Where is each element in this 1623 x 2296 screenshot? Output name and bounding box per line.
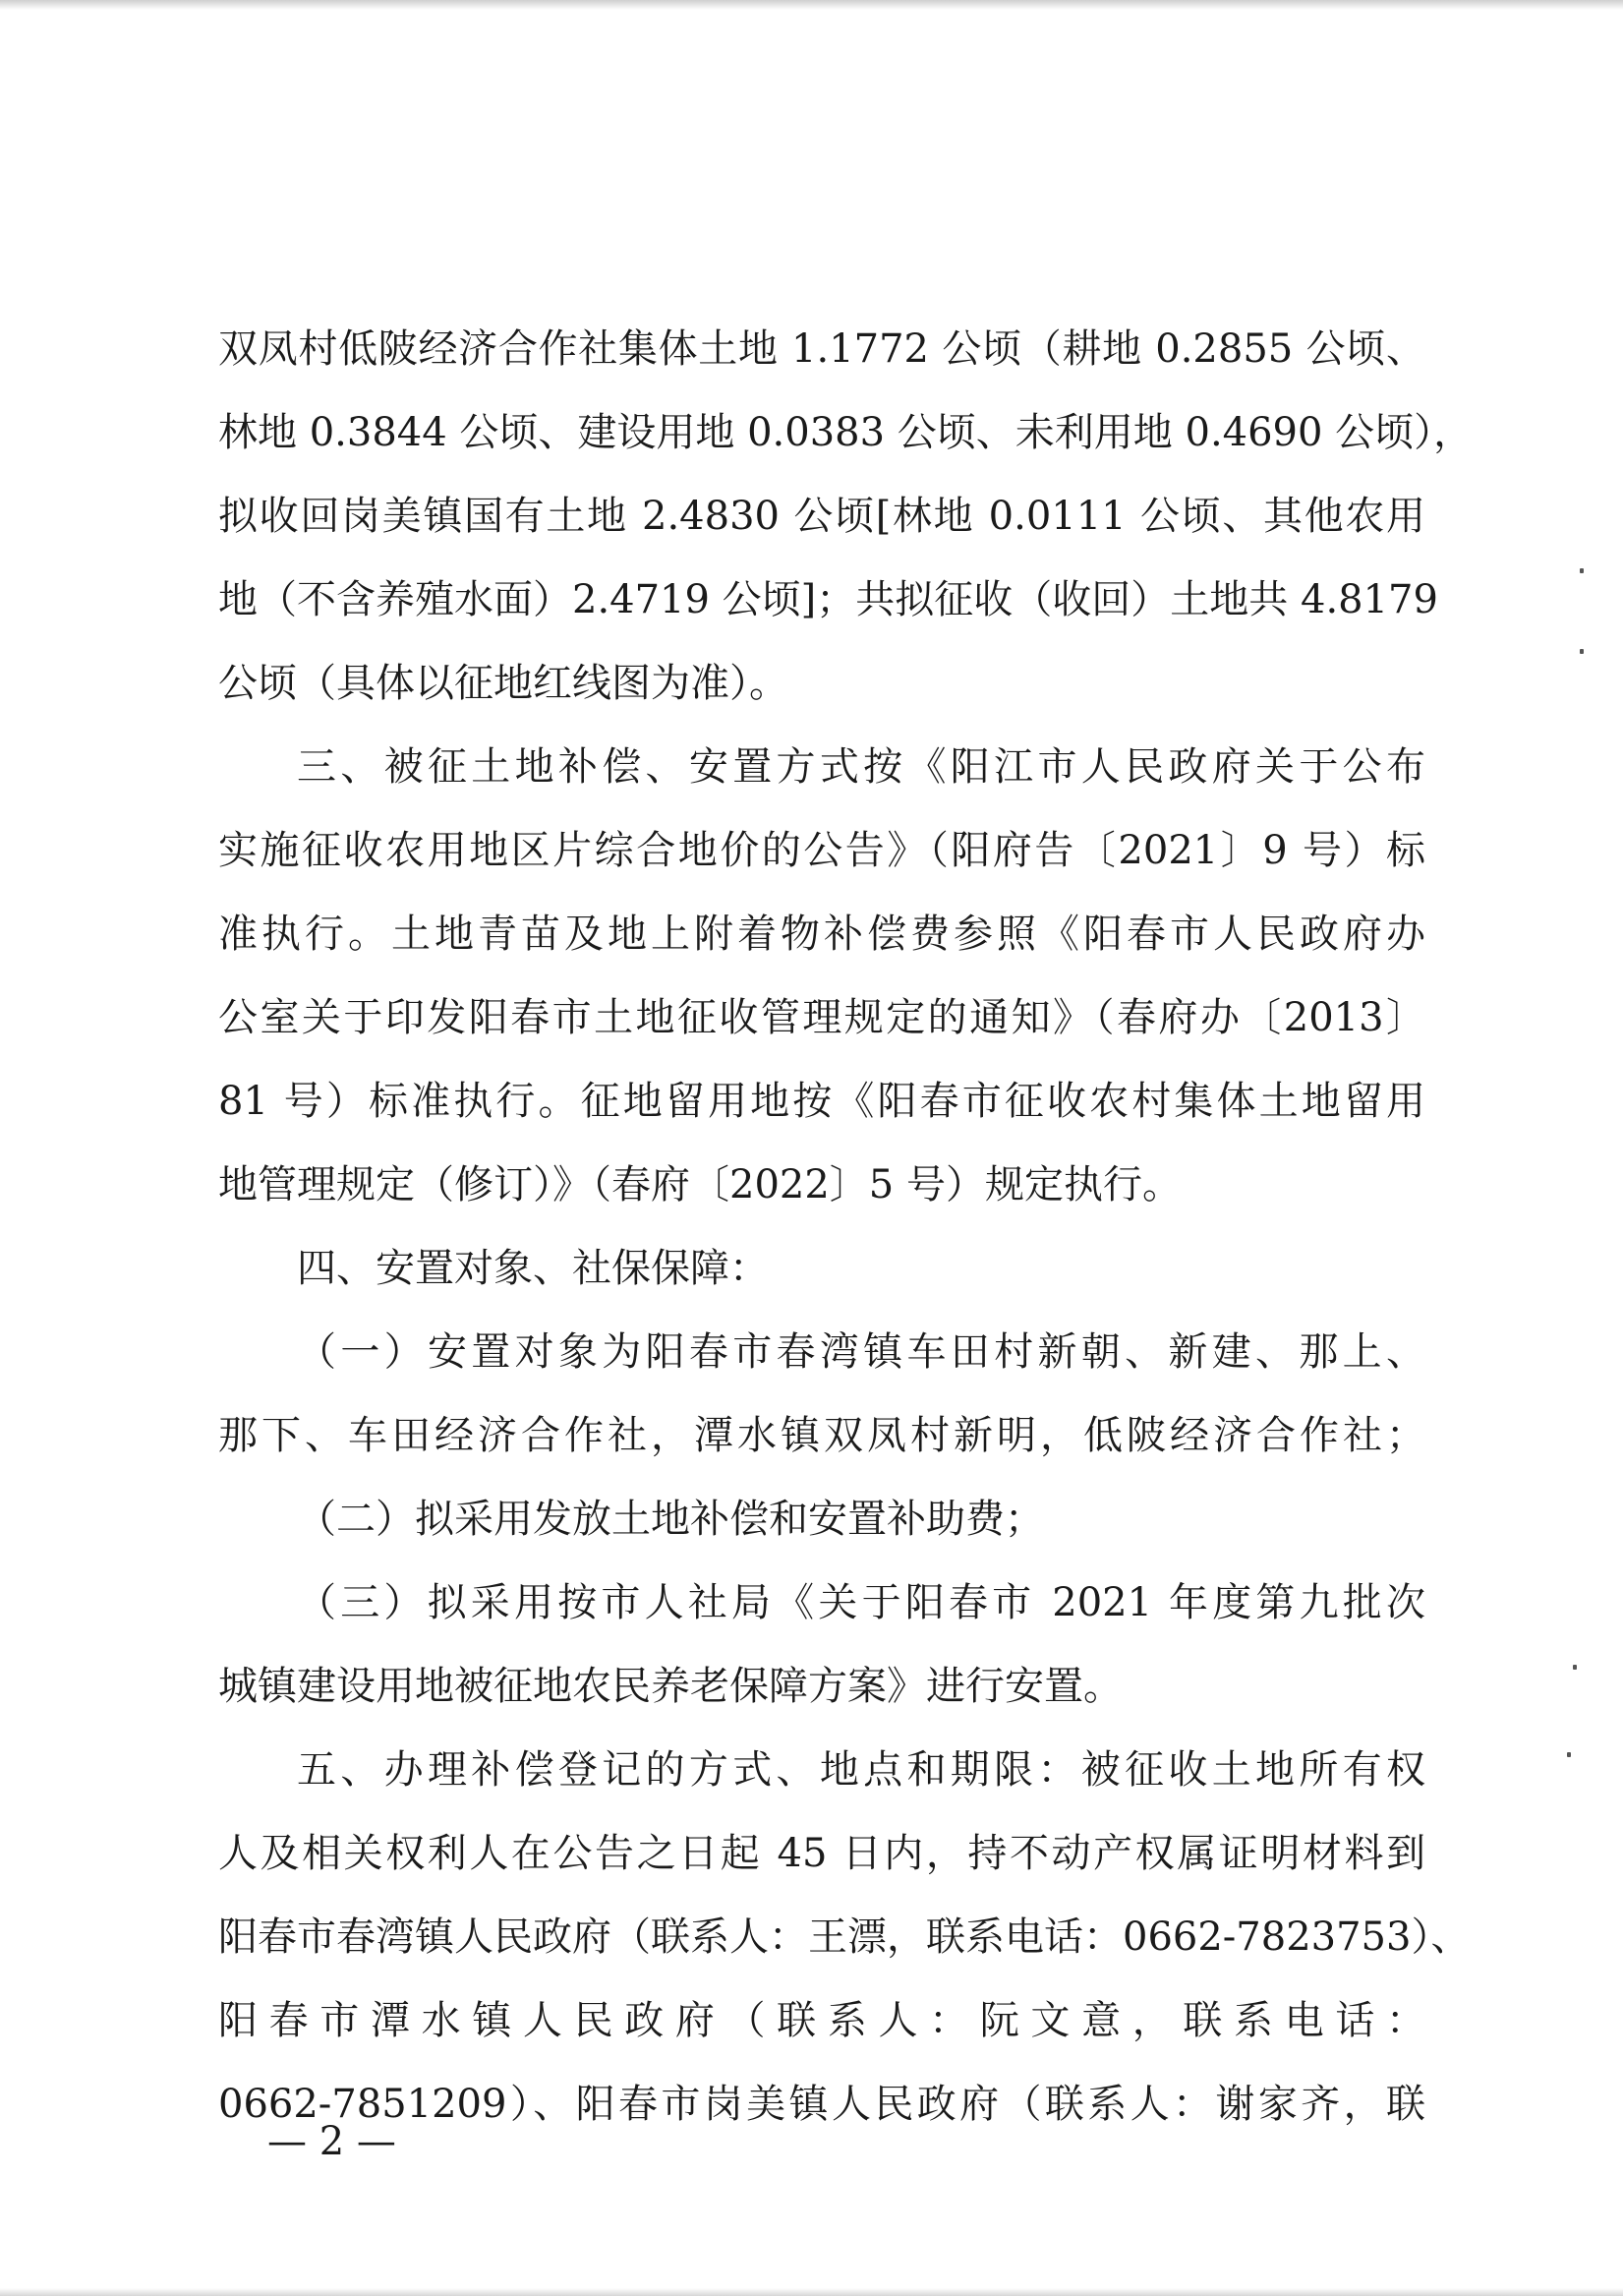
body-line-9: 公室关于印发阳春市土地征收管理规定的通知》（春府办〔2013〕 — [218, 995, 1425, 1040]
body-line-7: 实施征收农用地区片综合地价的公告》（阳府告〔2021〕9 号）标 — [218, 828, 1425, 873]
body-line-8: 准执行。土地青苗及地上附着物补偿费参照《阳春市人民政府办 — [218, 912, 1425, 957]
body-line-5: 公顷（具体以征地红线图为准）。 — [218, 661, 788, 706]
section-5-heading-line: 五、办理补偿登记的方式、地点和期限：被征收土地所有权 — [297, 1747, 1425, 1793]
body-line-3: 拟收回岗美镇国有土地 2.4830 公顷[林地 0.0111 公顷、其他农用 — [218, 494, 1425, 539]
scan-speck — [1573, 1665, 1577, 1670]
scan-top-edge — [0, 0, 1623, 10]
body-line-20: 阳春市春湾镇人民政府（联系人：王漂，联系电话：0662-7823753）、 — [218, 1914, 1471, 1960]
section-4-heading: 四、安置对象、社保保障： — [297, 1246, 769, 1291]
section-3-heading-line: 三、被征土地补偿、安置方式按《阳江市人民政府关于公布 — [297, 744, 1425, 790]
body-line-10: 81 号）标准执行。征地留用地按《阳春市征收农村集体土地留用 — [218, 1079, 1425, 1124]
scan-speck — [1580, 649, 1584, 654]
item-1-line-2: 那下、车田经济合作社，潭水镇双凤村新明，低陂经济合作社； — [218, 1413, 1425, 1458]
page-number: — 2 — — [267, 2119, 396, 2164]
body-line-1: 双凤村低陂经济合作社集体土地 1.1772 公顷（耕地 0.2855 公顷、 — [218, 326, 1425, 372]
scan-speck — [1567, 1752, 1571, 1757]
body-line-11: 地管理规定（修订）》（春府〔2022〕5 号）规定执行。 — [218, 1162, 1182, 1207]
item-2-line: （二）拟采用发放土地补偿和安置补助费； — [297, 1497, 1044, 1542]
body-line-22: 0662-7851209）、阳春市岗美镇人民政府（联系人：谢家齐，联 — [218, 2082, 1425, 2127]
item-1-line-1: （一）安置对象为阳春市春湾镇车田村新朝、新建、那上、 — [297, 1329, 1425, 1375]
scan-speck — [1580, 568, 1584, 573]
body-line-2: 林地 0.3844 公顷、建设用地 0.0383 公顷、未利用地 0.4690 公顷）， — [218, 410, 1474, 455]
body-line-4: 地（不含养殖水面）2.4719 公顷]；共拟征收（收回）土地共 4.8179 — [218, 577, 1438, 622]
scan-bottom-edge — [0, 2288, 1623, 2296]
item-3-line-1: （三）拟采用按市人社局《关于阳春市 2021 年度第九批次 — [297, 1580, 1425, 1625]
body-line-21: 阳春市潭水镇人民政府（联系人：阮文意，联系电话： — [218, 1998, 1425, 2043]
body-line-19: 人及相关权利人在公告之日起 45 日内，持不动产权属证明材料到 — [218, 1831, 1425, 1876]
item-3-line-2: 城镇建设用地被征地农民养老保障方案》进行安置。 — [218, 1664, 1123, 1709]
